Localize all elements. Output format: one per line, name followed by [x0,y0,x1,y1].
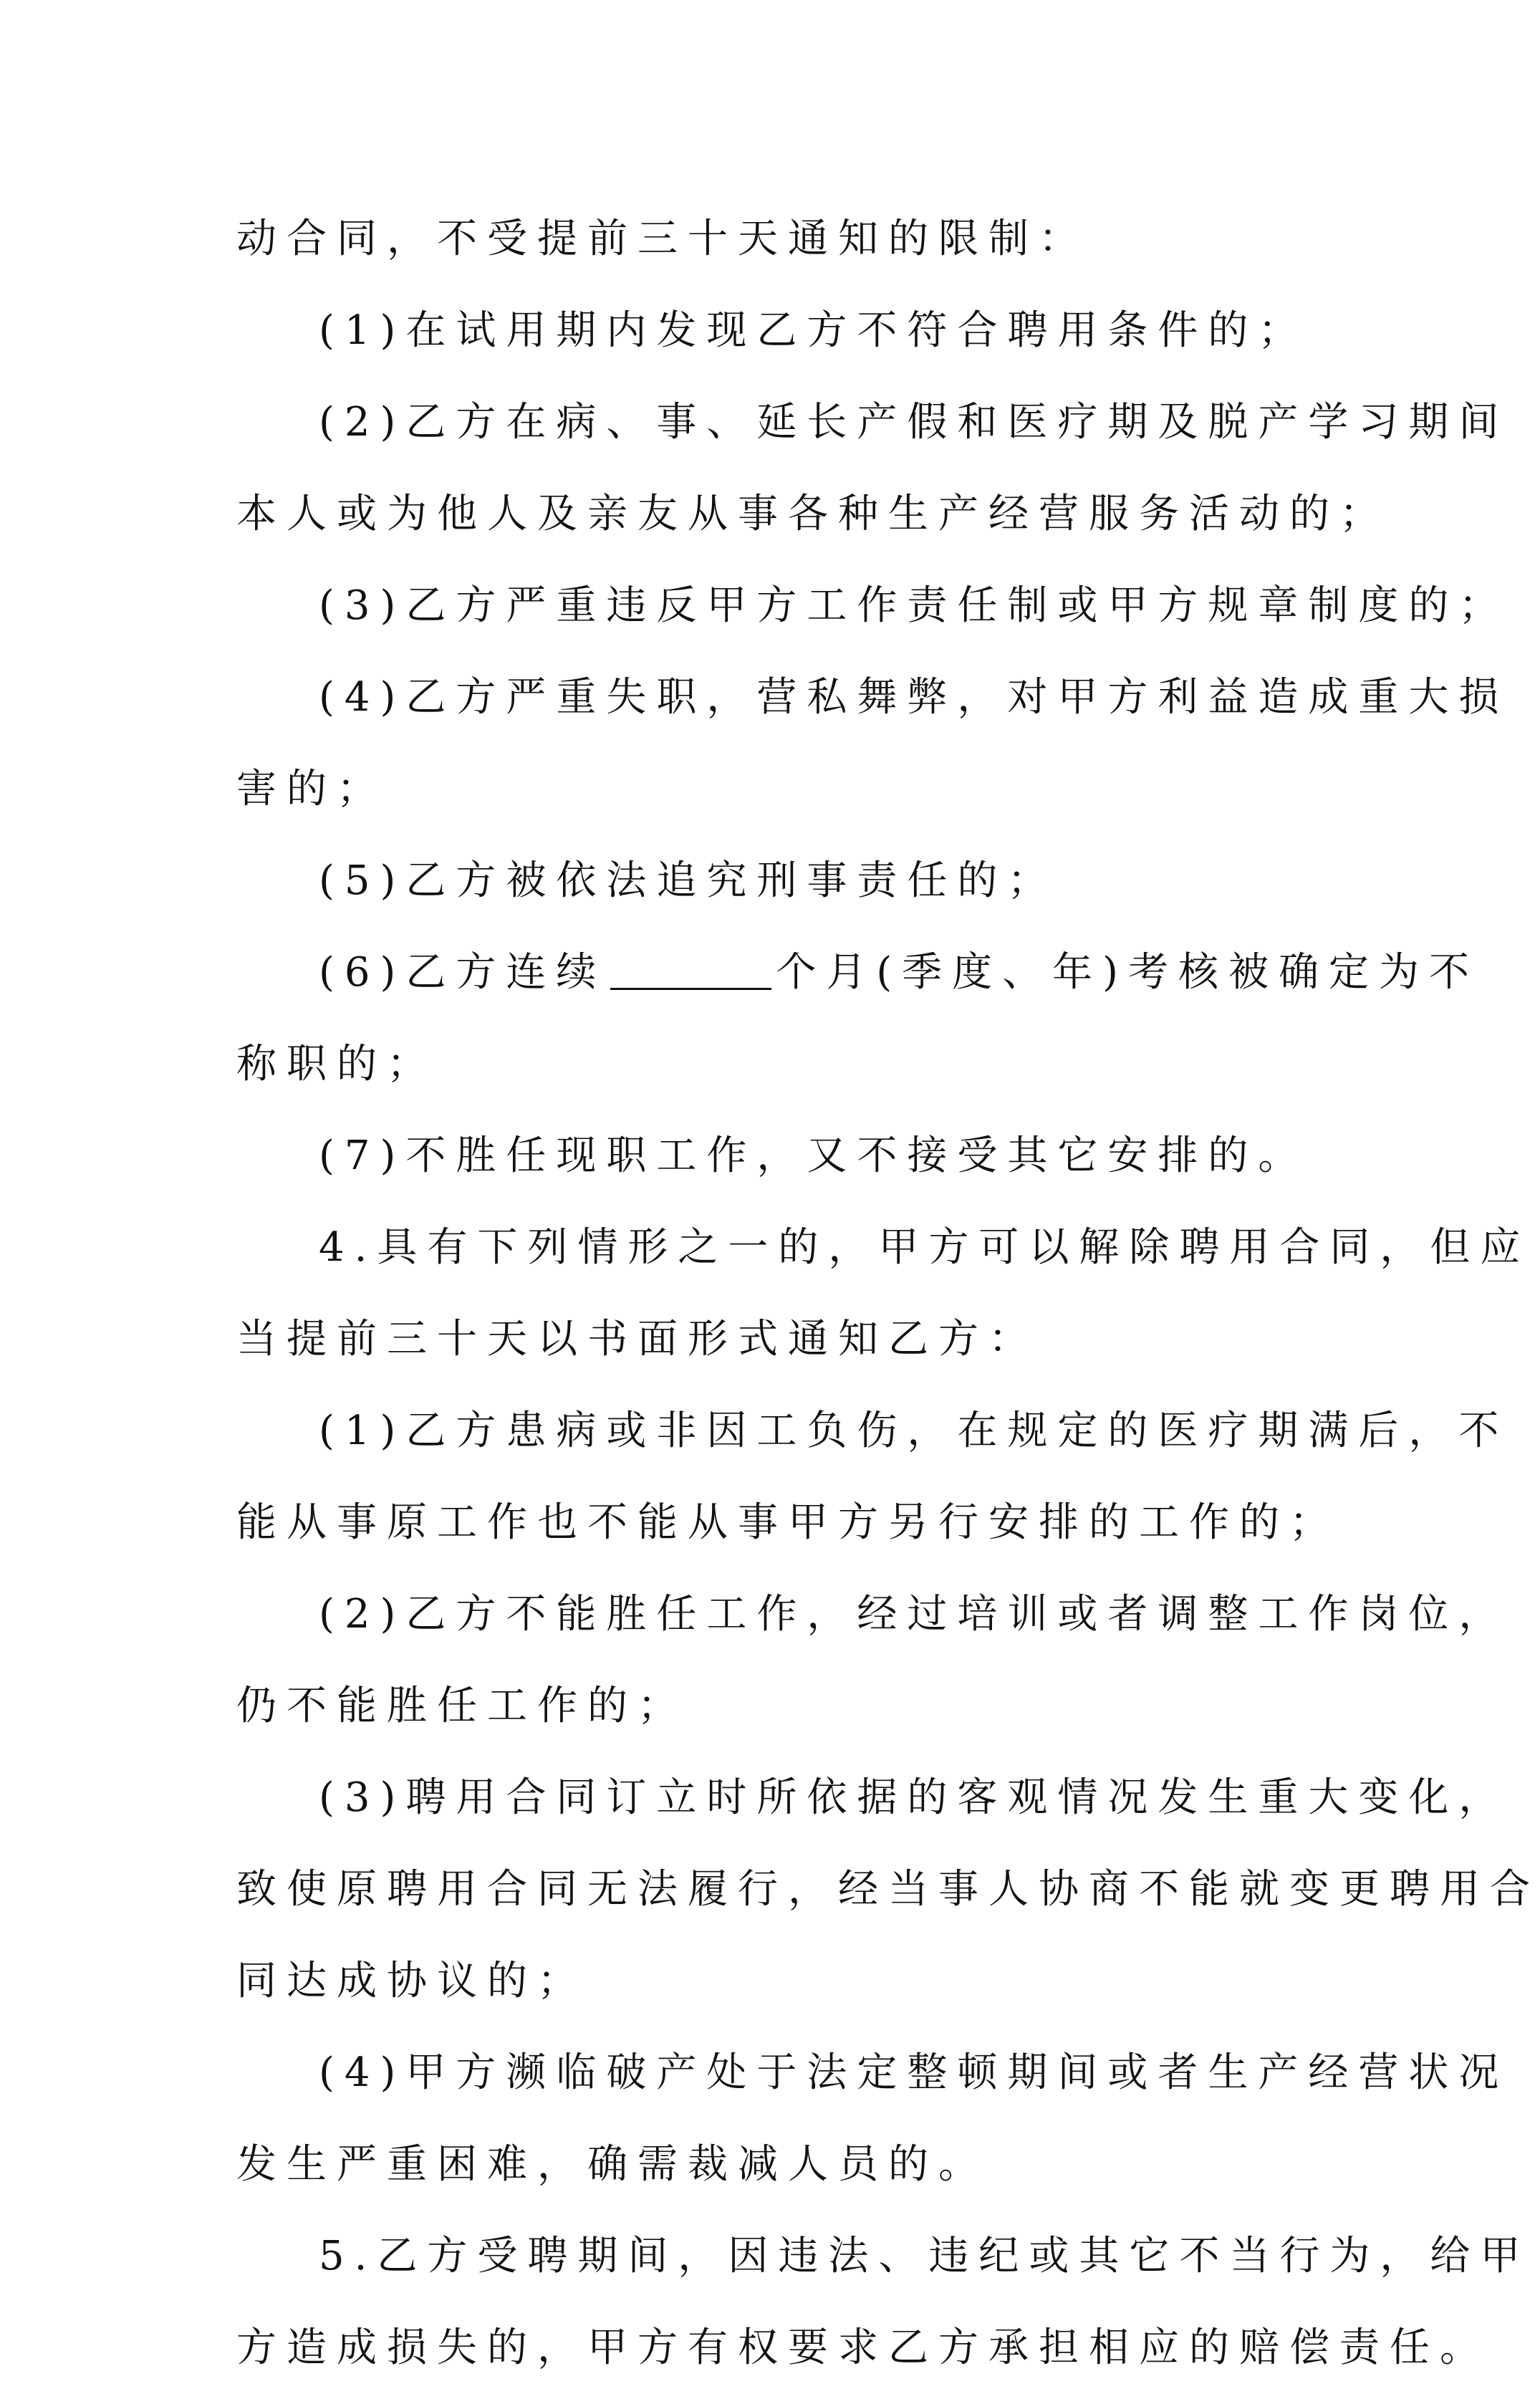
clause-item: (2)乙方不能胜任工作，经过培训或者调整工作岗位， [319,1591,1509,1638]
text-line: 当提前三十天以书面形式通知乙方： [236,1316,1039,1362]
clause-text-after-blank: 个月(季度、年)考核被确定为不 [776,949,1480,996]
clause-item: (1)乙方患病或非因工负伤，在规定的医疗期满后，不 [319,1408,1509,1454]
clause-item: (2)乙方在病、事、延长产假和医疗期及脱产学习期间 [319,399,1509,446]
clause-item-with-blank [236,927,1480,1019]
section-item: 5.乙方受聘期间，因违法、违纪或其它不当行为，给甲 [319,2233,1531,2279]
text-line: 害的； [236,766,387,812]
section-item: 4.具有下列情形之一的，甲方可以解除聘用合同，但应 [319,1224,1531,1271]
text-line: 致使原聘用合同无法履行，经当事人协商不能就变更聘用合 [236,1866,1540,1913]
text-line: 动合同，不受提前三十天通知的限制： [236,216,1089,262]
clause-item: (3)聘用合同订立时所依据的客观情况发生重大变化， [319,1774,1509,1821]
clause-item: (5)乙方被依法追究刑事责任的； [319,857,1058,904]
clause-item: (4)乙方严重失职，营私舞弊，对甲方利益造成重大损 [319,674,1509,721]
text-line: 方造成损失的，甲方有权要求乙方承担相应的赔偿责任。 [236,2325,1490,2371]
contract-body-text [236,193,1540,2394]
text-line: 仍不能胜任工作的； [236,1683,688,1729]
text-line: 能从事原工作也不能从事甲方另行安排的工作的； [236,1499,1339,1546]
clause-text-before-blank: (6)乙方连续 [319,949,607,996]
clause-item: (7)不胜任现职工作，又不接受其它安排的。 [319,1133,1309,1179]
clause-item: (1)在试用期内发现乙方不符合聘用条件的； [319,307,1309,354]
text-line: 本人或为他人及亲友从事各种生产经营服务活动的； [236,491,1390,537]
fill-in-blank [610,945,771,990]
clause-item: (4)甲方濒临破产处于法定整顿期间或者生产经营状况 [319,2049,1509,2096]
clause-item: (3)乙方严重违反甲方工作责任制或甲方规章制度的； [319,582,1509,629]
text-line: 称职的； [236,1041,437,1087]
text-line: 同达成协议的； [236,1958,587,2004]
text-line: 发生严重困难，确需裁减人员的。 [236,2141,988,2188]
